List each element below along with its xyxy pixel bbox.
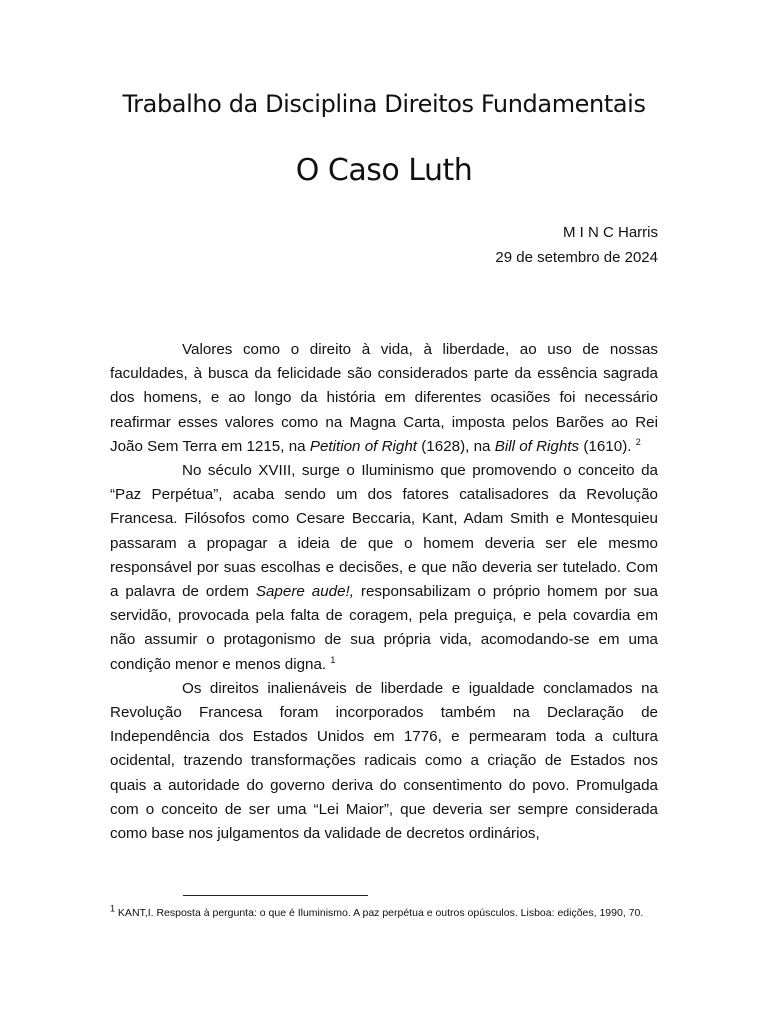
document-title: Trabalho da Disciplina Direitos Fundamentais [122, 90, 646, 118]
footnote-reference: 2 [635, 436, 641, 447]
paragraph-2 [110, 459, 658, 677]
italic-term: Bill of Rights [494, 437, 580, 455]
paragraph-text: Valores como o direito à vida, à liberdade, ao uso de nossas faculdades, à busca da felicidade são considerados parte da essência sagrada dos homens, e ao longo da história em diferentes ocasiões foi necessário reafirmar esses valores como na Magna Carta, imposta pelos Barões ao Rei João Sem Terra em 1215, na [110, 341, 658, 455]
document-body [110, 338, 658, 846]
footnote-text: KANT,I. Resposta à pergunta: o que é Iluminismo. A paz perpétua e outros opúsculos. Lisboa: edições, 1990, 70. [115, 907, 644, 919]
footnote [110, 903, 658, 921]
paragraph-text: No século XVIII, surge o Iluminismo que promovendo o conceito da “Paz Perpétua”, acaba sendo um dos fatores catalisadores da Revolução Francesa. Filósofos como Cesare Beccaria, Kant, Adam Smith e Montesquieu passaram a propagar a ideia de que o homem deveria ser ele mesmo responsável por suas escolhas e decisões, e que não deveria ser tutelado. Com a palavra de ordem [110, 462, 658, 601]
author-name: M I N C Harris [563, 224, 658, 241]
footnote-divider [183, 895, 368, 896]
paragraph-text: Os direitos inalienáveis de liberdade e igualdade conclamados na Revolução Francesa foram incorporados também na Declaração de Independência dos Estados Unidos em 1776, e permearam toda a cultura ocidental, trazendo transformações radicais como a criação de Estados nos quais a autoridade do governo deriva do consentimento do povo. Promulgada com o conceito de ser uma “Lei Maior”, que deveria ser sempre considerada como base nos julgamentos da validade de decretos ordinários, [110, 679, 658, 843]
italic-term: Sapere aude!, [255, 583, 354, 601]
footnote-marker: 1 [110, 903, 116, 914]
paragraph-text: (1610). [579, 437, 636, 455]
paragraph-text: (1628), na [417, 437, 495, 455]
paragraph-text: responsabilizam o próprio homem por sua servidão, provocada pela falta de coragem, pela preguiça, e pela covardia em não assumir o protagonismo de sua própria vida, acomodando-se em uma condição menor e menos digna. [110, 583, 659, 673]
document-date: 29 de setembro de 2024 [495, 249, 658, 266]
author-block [495, 220, 658, 270]
italic-term: Petition of Right [309, 437, 418, 455]
document-subtitle: O Caso Luth [295, 153, 473, 188]
footnote-reference: 1 [330, 654, 336, 665]
paragraph-3 [110, 677, 658, 846]
paragraph-1 [110, 338, 658, 459]
